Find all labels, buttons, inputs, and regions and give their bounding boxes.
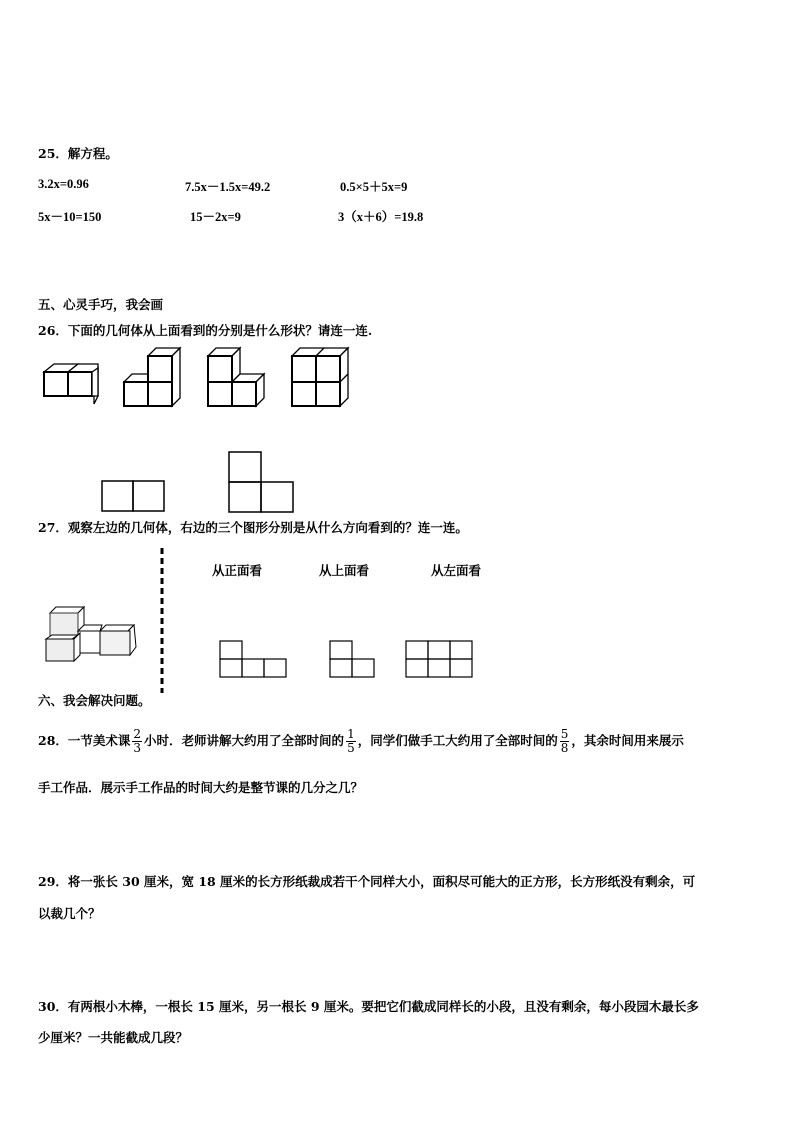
equation: 3（x＋6）=19.8	[338, 210, 424, 224]
q28-text: ，其余时间用来展示	[571, 733, 684, 748]
q30-line2: 少厘米？一共能截成几段？	[38, 1030, 189, 1045]
section-heading: 六、我会解决问题。	[38, 693, 151, 708]
solid-figure-1	[36, 358, 102, 410]
top-view-shape-2	[228, 451, 294, 513]
q30-line1: 30．有两根小木棒，一根长 15 厘米，另一根长 9 厘米。要把它们截成同样长的小段，且没有剩余，每小段园木最长多	[38, 999, 699, 1014]
q28-line2: 手工作品．展示手工作品的时间大约是整节课的几分之几？	[38, 780, 364, 795]
fraction: $\frac{2}{3}$	[133, 727, 142, 755]
q29-line1: 29．将一张长 30 厘米，宽 18 厘米的长方形纸裁成若干个同样大小，面积尽可能大的正方形，长方形纸没有剩余，可	[38, 874, 696, 889]
equation: 7.5x－1.5x=49.2	[185, 180, 271, 194]
fraction: $\frac{5}{8}$	[560, 727, 569, 755]
equation: 15－2x=9	[190, 210, 241, 224]
q26-title: 26．下面的几何体从上面看到的分别是什么形状？请连一连.	[38, 323, 373, 338]
solid-figure-3	[204, 344, 270, 410]
q28-text: 28．一节美术课	[38, 733, 131, 748]
solid-figure-4	[288, 344, 354, 410]
view-shape-1	[219, 640, 289, 680]
equation: 3.2x=0.96	[38, 177, 89, 191]
q28-line1	[38, 726, 684, 756]
equation: 0.5×5＋5x=9	[340, 180, 408, 194]
solid-figure-5	[42, 603, 142, 665]
fraction: $\frac{1}{5}$	[347, 727, 355, 755]
q27-title: 27．观察左边的几何体，右边的三个图形分别是从什么方向看到的？连一连。	[38, 520, 468, 535]
view-shape-3	[405, 640, 475, 680]
equation: 5x－10=150	[38, 210, 102, 224]
view-label-front: 从正面看	[212, 563, 263, 578]
q28-text: ，同学们做手工大约用了全部时间的	[357, 733, 558, 748]
top-view-shape-1	[101, 480, 165, 512]
solid-figure-2	[120, 344, 186, 410]
divider-dashed-line	[160, 548, 164, 693]
q28-text: 小时．老师讲解大约用了全部时间的	[144, 733, 345, 748]
view-label-top: 从上面看	[319, 563, 370, 578]
section-heading: 五、心灵手巧，我会画	[38, 297, 164, 312]
q29-line2: 以裁几个？	[38, 906, 101, 921]
view-shape-2	[329, 640, 377, 680]
q25-title: 25．解方程。	[38, 146, 118, 161]
view-label-left: 从左面看	[431, 563, 482, 578]
